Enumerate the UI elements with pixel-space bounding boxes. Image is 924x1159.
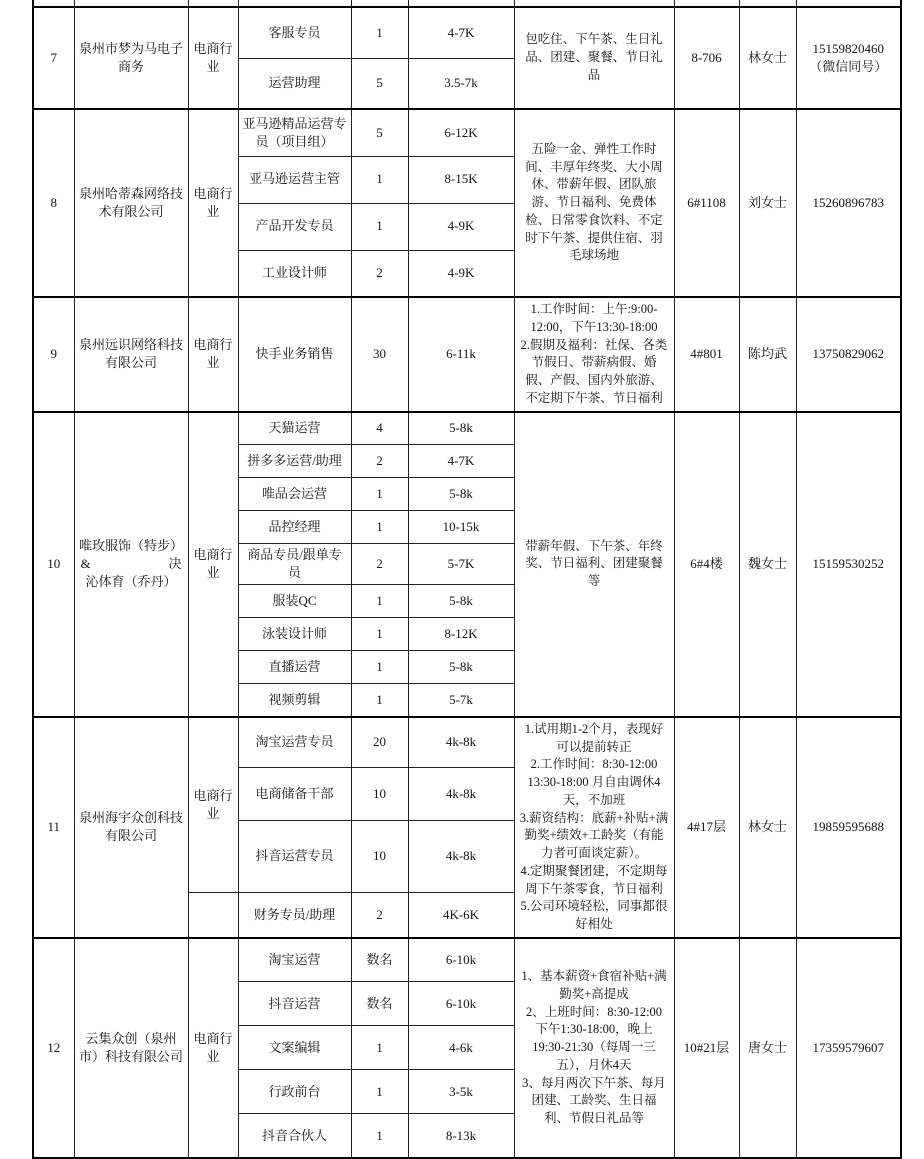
phone-cell: 13750829062 <box>796 297 901 412</box>
count-cell: 2 <box>351 445 408 478</box>
industry-cell: 电商行业 <box>188 412 238 717</box>
benefit-line: 5.公司环境轻松，同事都很好相处 <box>520 899 668 932</box>
count-cell: 1 <box>351 156 408 203</box>
count-cell: 1 <box>351 1026 408 1070</box>
salary-cell: 4-9K <box>408 203 514 250</box>
position-cell: 产品开发专员 <box>238 203 351 250</box>
address-cell: 10#21层 <box>674 938 739 1158</box>
salary-cell: 8-13k <box>408 1114 514 1158</box>
position-cell: 运营助理 <box>238 58 351 109</box>
empty-cell <box>33 0 74 7</box>
count-cell: 5 <box>351 109 408 156</box>
address-cell: 8-706 <box>674 7 739 109</box>
phone-cell: 15159820460（微信同号） <box>796 7 901 109</box>
position-cell: 抖音运营 <box>238 982 351 1026</box>
benefits-cell <box>514 7 674 109</box>
table-row <box>33 297 901 412</box>
empty-cell <box>514 0 674 7</box>
contact-cell: 刘女士 <box>739 109 796 297</box>
count-cell: 1 <box>351 1070 408 1114</box>
salary-cell: 4K-6K <box>408 892 514 938</box>
salary-cell: 6-10k <box>408 982 514 1026</box>
row-number-cell: 10 <box>33 412 74 717</box>
company-cell: 泉州海宇众创科技有限公司 <box>74 717 188 938</box>
benefit-line: 带薪年假、下午茶、年终奖、节日福利、团建聚餐等 <box>525 538 663 589</box>
salary-cell: 4-7K <box>408 7 514 58</box>
position-cell: 快手业务销售 <box>238 297 351 412</box>
salary-cell: 5-8k <box>408 585 514 618</box>
position-cell: 淘宝运营专员 <box>238 717 351 767</box>
count-cell: 1 <box>351 1114 408 1158</box>
count-cell: 1 <box>351 651 408 684</box>
salary-cell: 3.5-7k <box>408 58 514 109</box>
position-cell: 电商储备干部 <box>238 767 351 821</box>
salary-cell: 6-11k <box>408 297 514 412</box>
row-number-cell: 7 <box>33 7 74 109</box>
salary-cell: 5-8k <box>408 478 514 511</box>
empty-cell <box>238 0 351 7</box>
position-cell: 工业设计师 <box>238 250 351 297</box>
contact-cell: 林女士 <box>739 7 796 109</box>
position-cell: 文案编辑 <box>238 1026 351 1070</box>
table-row <box>33 109 901 156</box>
industry-cell: 电商行业 <box>188 297 238 412</box>
count-cell: 2 <box>351 250 408 297</box>
count-cell: 5 <box>351 58 408 109</box>
contact-cell: 陈均武 <box>739 297 796 412</box>
company-cell: 泉州哈蒂森网络技术有限公司 <box>74 109 188 297</box>
empty-cell <box>739 0 796 7</box>
salary-cell: 5-8k <box>408 651 514 684</box>
contact-cell: 林女士 <box>739 717 796 938</box>
table-row <box>33 7 901 58</box>
empty-cell <box>408 0 514 7</box>
benefit-line: 五险一金、弹性工作时间、丰厚年终奖、大小周休、带薪年假、团队旅游、节日福利、免费体检、日常零食饮料、不定时下午茶、提供住宿、羽毛球场地 <box>525 141 663 263</box>
empty-cell <box>796 0 901 7</box>
company-name-line: 唯玫服饰（特步） <box>78 537 183 553</box>
count-cell: 1 <box>351 618 408 651</box>
salary-cell: 4-7K <box>408 445 514 478</box>
position-cell: 抖音运营专员 <box>238 821 351 892</box>
row-number-cell: 12 <box>33 938 74 1158</box>
company-cell: 泉州远识网络科技有限公司 <box>74 297 188 412</box>
benefit-line: 1、基本薪资+食宿补贴+满勤奖+高提成 <box>521 969 667 1001</box>
benefit-line: 2、上班时间：8:30-12:00 下午1:30-18:00，晚上19:30-21:30（每周一三五），月休4天 <box>525 1004 663 1072</box>
position-cell: 亚马逊运营主管 <box>238 156 351 203</box>
benefit-line: 1.试用期1-2个月，表现好可以提前转正 <box>524 721 664 754</box>
empty-cell <box>74 0 188 7</box>
position-cell: 商品专员/跟单专员 <box>238 544 351 585</box>
contact-cell: 魏女士 <box>739 412 796 717</box>
address-cell: 6#4楼 <box>674 412 739 717</box>
benefit-line: 1.工作时间：上午:9:00-12:00，下午13:30-18:00 <box>530 302 658 334</box>
position-cell: 视频剪辑 <box>238 684 351 717</box>
count-cell: 20 <box>351 717 408 767</box>
industry-cell-empty <box>188 892 238 938</box>
salary-cell: 4-9K <box>408 250 514 297</box>
row-number-cell: 8 <box>33 109 74 297</box>
company-name-line: 沁体育（乔丹） <box>85 574 177 590</box>
position-cell: 淘宝运营 <box>238 938 351 982</box>
count-cell: 1 <box>351 478 408 511</box>
company-cell: 泉州市梦为马电子商务 <box>74 7 188 109</box>
salary-cell: 6-10k <box>408 938 514 982</box>
benefits-cell <box>514 109 674 297</box>
row-number-cell: 11 <box>33 717 74 938</box>
address-cell: 4#801 <box>674 297 739 412</box>
salary-cell: 4k-8k <box>408 821 514 892</box>
address-cell: 6#1108 <box>674 109 739 297</box>
salary-cell: 5-7K <box>408 544 514 585</box>
benefit-line: 2.假期及福利：社保、各类节假日、带薪病假、婚假、产假、国内外旅游、不定期下午茶、节日福利 <box>520 337 668 405</box>
salary-cell: 5-7k <box>408 684 514 717</box>
count-cell: 2 <box>351 892 408 938</box>
empty-cell <box>351 0 408 7</box>
salary-cell: 4k-8k <box>408 717 514 767</box>
benefits-cell <box>514 938 674 1158</box>
phone-cell: 15159530252 <box>796 412 901 717</box>
recruitment-table-sheet <box>32 0 924 1159</box>
count-cell: 1 <box>351 511 408 544</box>
address-cell: 4#17层 <box>674 717 739 938</box>
industry-cell: 电商行业 <box>188 938 238 1158</box>
phone-cell: 17359579607 <box>796 938 901 1158</box>
position-cell: 抖音合伙人 <box>238 1114 351 1158</box>
benefit-line: 4.定期聚餐团建，不定期每周下午茶零食，节日福利 <box>520 863 668 896</box>
position-cell: 泳装设计师 <box>238 618 351 651</box>
industry-cell: 电商行业 <box>188 717 238 892</box>
contact-cell: 唐女士 <box>739 938 796 1158</box>
position-cell: 唯品会运营 <box>238 478 351 511</box>
count-cell: 10 <box>351 767 408 821</box>
job-table <box>32 0 902 1159</box>
phone-cell: 15260896783 <box>796 109 901 297</box>
count-cell: 1 <box>351 203 408 250</box>
industry-cell: 电商行业 <box>188 7 238 109</box>
position-cell: 行政前台 <box>238 1070 351 1114</box>
phone-cell: 19859595688 <box>796 717 901 938</box>
benefits-cell <box>514 717 674 938</box>
salary-cell: 5-8k <box>408 412 514 445</box>
count-cell: 数名 <box>351 982 408 1026</box>
company-name-line <box>79 555 184 573</box>
salary-cell: 10-15k <box>408 511 514 544</box>
company-cell: 云集众创（泉州市）科技有限公司 <box>74 938 188 1158</box>
salary-cell: 4k-8k <box>408 767 514 821</box>
position-cell: 品控经理 <box>238 511 351 544</box>
position-cell: 直播运营 <box>238 651 351 684</box>
count-cell: 2 <box>351 544 408 585</box>
company-name-segment: 决 <box>168 556 182 572</box>
company-name-segment: & <box>80 556 91 572</box>
table-row <box>33 717 901 767</box>
table-row <box>33 412 901 445</box>
table-row <box>33 938 901 982</box>
count-cell: 数名 <box>351 938 408 982</box>
count-cell: 1 <box>351 585 408 618</box>
benefits-cell <box>514 412 674 717</box>
company-cell <box>74 412 188 717</box>
count-cell: 1 <box>351 7 408 58</box>
count-cell: 1 <box>351 684 408 717</box>
count-cell: 10 <box>351 821 408 892</box>
salary-cell: 3-5k <box>408 1070 514 1114</box>
count-cell: 30 <box>351 297 408 412</box>
salary-cell: 6-12K <box>408 109 514 156</box>
benefits-cell <box>514 297 674 412</box>
row-number-cell: 9 <box>33 297 74 412</box>
benefit-line: 包吃住、下午茶、生日礼品、团建、聚餐、节日礼品 <box>525 32 663 82</box>
empty-cell <box>188 0 238 7</box>
benefit-line: 3、每月两次下午茶、每月团建、工龄奖、生日福利、节假日礼品等 <box>522 1075 666 1125</box>
salary-cell: 4-6k <box>408 1026 514 1070</box>
salary-cell: 8-15K <box>408 156 514 203</box>
empty-cell <box>674 0 739 7</box>
benefit-line: 2.工作时间：8:30-12:00 13:30-18:00 月自由调休4天，不加班 <box>527 757 661 807</box>
position-cell: 亚马逊精品运营专员（项目组） <box>238 109 351 156</box>
position-cell: 天猫运营 <box>238 412 351 445</box>
position-cell: 服装QC <box>238 585 351 618</box>
table-row-cutoff <box>33 0 901 7</box>
position-cell: 财务专员/助理 <box>238 892 351 938</box>
count-cell: 4 <box>351 412 408 445</box>
position-cell: 客服专员 <box>238 7 351 58</box>
industry-cell: 电商行业 <box>188 109 238 297</box>
benefit-line: 3.薪资结构：底薪+补贴+满勤奖+绩效+工龄奖（有能力者可面谈定薪）。 <box>519 810 669 861</box>
position-cell: 拼多多运营/助理 <box>238 445 351 478</box>
salary-cell: 8-12K <box>408 618 514 651</box>
